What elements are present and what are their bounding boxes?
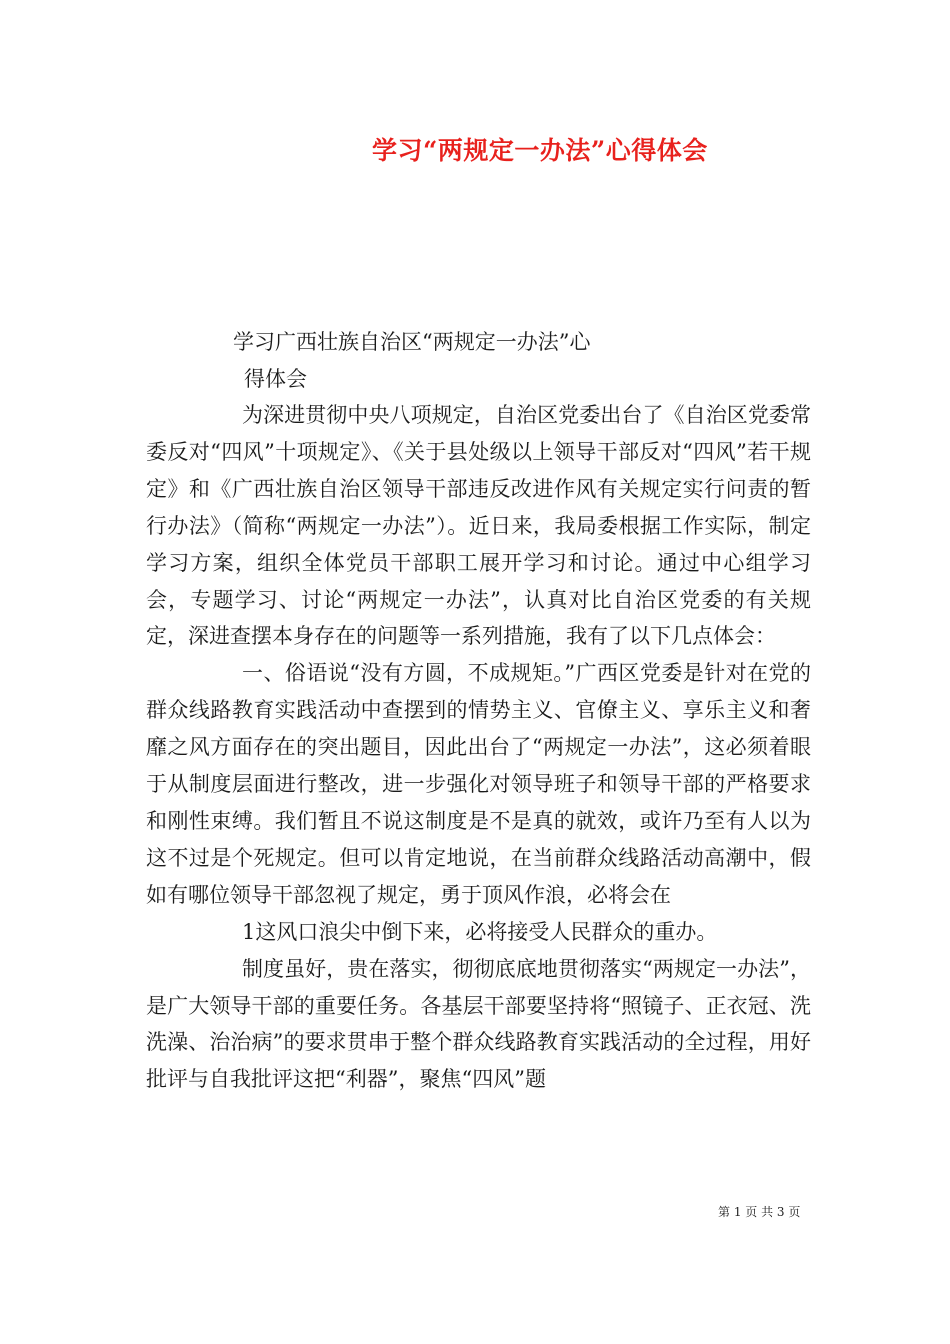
document-body <box>146 397 811 1098</box>
paragraph: 为深进贯彻中央八项规定，自治区党委出台了《自治区党委常委反对“四风”十项规定》、《关于县处级以上领导干部反对“四风”若干规定》和《广西壮族自治区领导干部违反改进作风有关规定实行问责的暂行办法》（简称“两规定一办法”）。近日来，我局委根据工作实际，制定学习方案，组织全体党员干部职工展开学习和讨论。通过中心组学习会，专题学习、讨论“两规定一办法”，认真对比自治区党委的有关规定，深进查摆本身存在的问题等一系列措施，我有了以下几点体会： <box>146 403 811 649</box>
document-title: 学习“两规定一办法”心得体会 <box>372 136 708 165</box>
page-number-footer: 第 1 页 共 3 页 <box>718 1205 801 1219</box>
paragraph: 一、俗语说“没有方圆，不成规矩。”广西区党委是针对在党的群众线路教育实践活动中查摆到的情势主义、官僚主义、享乐主义和奢靡之风方面存在的突出题目，因此出台了“两规定一办法”，这必须着眼于从制度层面进行整改，进一步强化对领导班子和领导干部的严格要求和刚性束缚。我们暂且不说这制度是不是真的就效，或许乃至有人以为这不过是个死规定。但可以肯定地说，在当前群众线路活动高潮中，假如有哪位领导干部忽视了规定，勇于顶风作浪，必将会在 <box>146 661 811 907</box>
article-subtitle-line-2: 得体会 <box>244 367 307 391</box>
paragraph: 1这风口浪尖中倒下来，必将接受人民群众的重办。 <box>242 919 718 944</box>
paragraph: 制度虽好，贵在落实，彻彻底底地贯彻落实“两规定一办法”，是广大领导干部的重要任务。各基层干部要坚持将“照镜子、正衣冠、洗洗澡、治治病”的要求贯串于整个群众线路教育实践活动的全过程，用好批评与自我批评这把“利器”，聚焦“四风”题 <box>146 956 811 1092</box>
article-subtitle-line-1: 学习广西壮族自治区“两规定一办法”心 <box>233 330 591 354</box>
